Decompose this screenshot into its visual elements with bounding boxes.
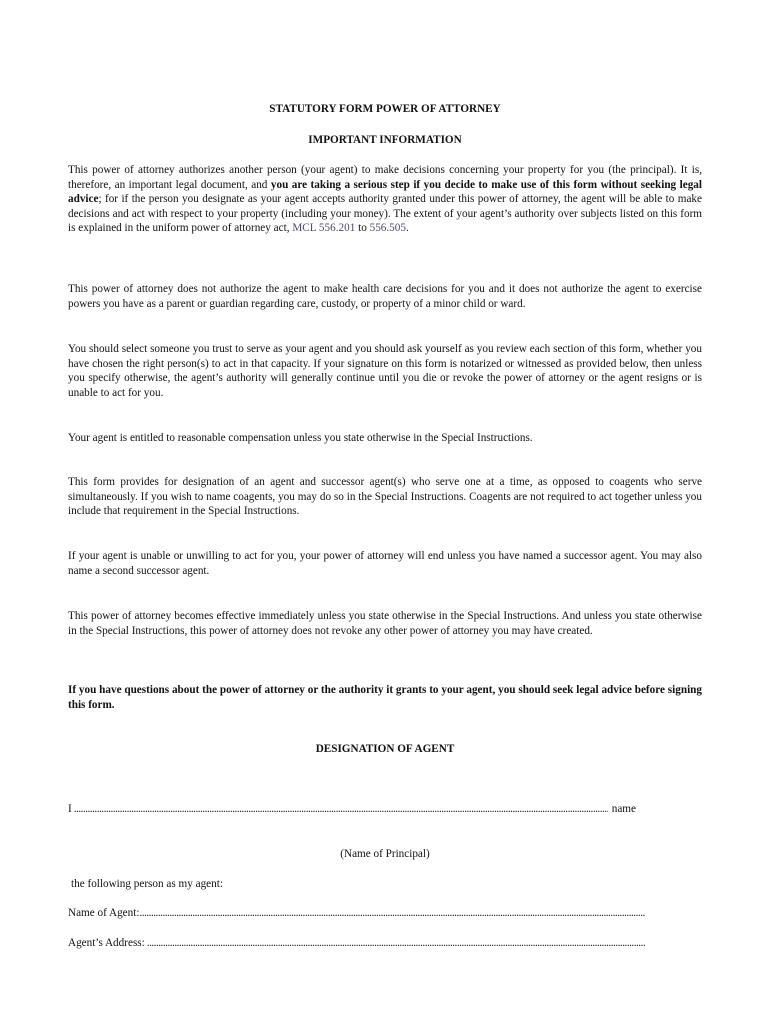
paragraph-select-agent: You should select someone you trust to serve as your agent and you should ask yourself as you review each section of this form, whether you have chosen the right person(s) to act in that capacity. If your signature on this form is notarized or witnessed as provided below, then unless you specify otherwise, the agent’s authority will generally continue until you die or revoke the power of attorney or the agent resigns or is unable to act for you. — [68, 343, 702, 399]
document-title: STATUTORY FORM POWER OF ATTORNEY — [269, 103, 501, 115]
principal-prefix: I — [68, 803, 72, 815]
paragraph-intro-warning: you are taking a serious step if you decide to make use of this form without seeking legal advice — [68, 178, 702, 205]
principal-name-line — [68, 802, 702, 817]
paragraph-compensation: Your agent is entitled to reasonable compensation unless you state otherwise in the Special Instructions. — [68, 432, 533, 444]
paragraph-intro-text-c: ; for if the person you designate as your agent accepts authority granted under this power of attorney, the agent will be able to make decisions and act with respect to your property (including your money). The extent of your agent’s authority over subjects listed on this form is explained in the uniform power of attorney act, — [68, 193, 702, 234]
agent-intro: the following person as my agent: — [71, 878, 223, 890]
paragraph-legal-advice: If you have questions about the power of attorney or the authority it grants to your agent, you should seek legal advice before signing this form. — [68, 684, 702, 711]
paragraph-intro-text-d: to — [355, 222, 370, 234]
principal-suffix: name — [611, 803, 636, 815]
paragraph-coagents: This form provides for designation of an agent and successor agent(s) who serve one at a time, as opposed to coagents who serve simultaneously. If you wish to name coagents, you may do so in the Special Instructions. Coagents are not required to act together unless you include that requirement in the Special Instructions. — [68, 476, 702, 517]
document-subtitle: IMPORTANT INFORMATION — [308, 134, 462, 146]
agent-address-label: Agent’s Address: — [68, 937, 145, 949]
agent-name-label: Name of Agent: — [68, 907, 140, 919]
statute-link-end[interactable]: 556.505 — [369, 222, 406, 234]
paragraph-intro — [68, 163, 702, 236]
agent-name-field[interactable] — [139, 906, 645, 921]
paragraph-intro-text-a: This power of attorney authorizes another person (your agent) to make decisions concerning your property for you (the principal). It is, therefore, an important legal document, and — [68, 164, 702, 191]
principal-name-field[interactable] — [74, 802, 608, 817]
agent-address-field[interactable] — [147, 936, 645, 951]
paragraph-intro-text-e: . — [405, 222, 409, 234]
section-heading-designation: DESIGNATION OF AGENT — [315, 743, 455, 755]
agent-name-line — [68, 906, 668, 921]
paragraph-effective: This power of attorney becomes effective immediately unless you state otherwise in the Special Instructions. And unless you state otherwise in the Special Instructions, this power of attorney does not revoke any other power of attorney you may have created. — [68, 610, 702, 637]
paragraph-successor-agent: If your agent is unable or unwilling to act for you, your power of attorney will end unless you have named a successor agent. You may also name a second successor agent. — [68, 550, 702, 577]
agent-address-line — [68, 936, 668, 951]
principal-caption: (Name of Principal) — [340, 848, 430, 860]
statute-link-start[interactable]: MCL 556.201 — [292, 222, 356, 234]
paragraph-health-care: This power of attorney does not authorize the agent to make health care decisions for you and it does not authorize the agent to exercise powers you have as a parent or guardian regarding care, custody, or property of a minor child or ward. — [68, 283, 702, 310]
